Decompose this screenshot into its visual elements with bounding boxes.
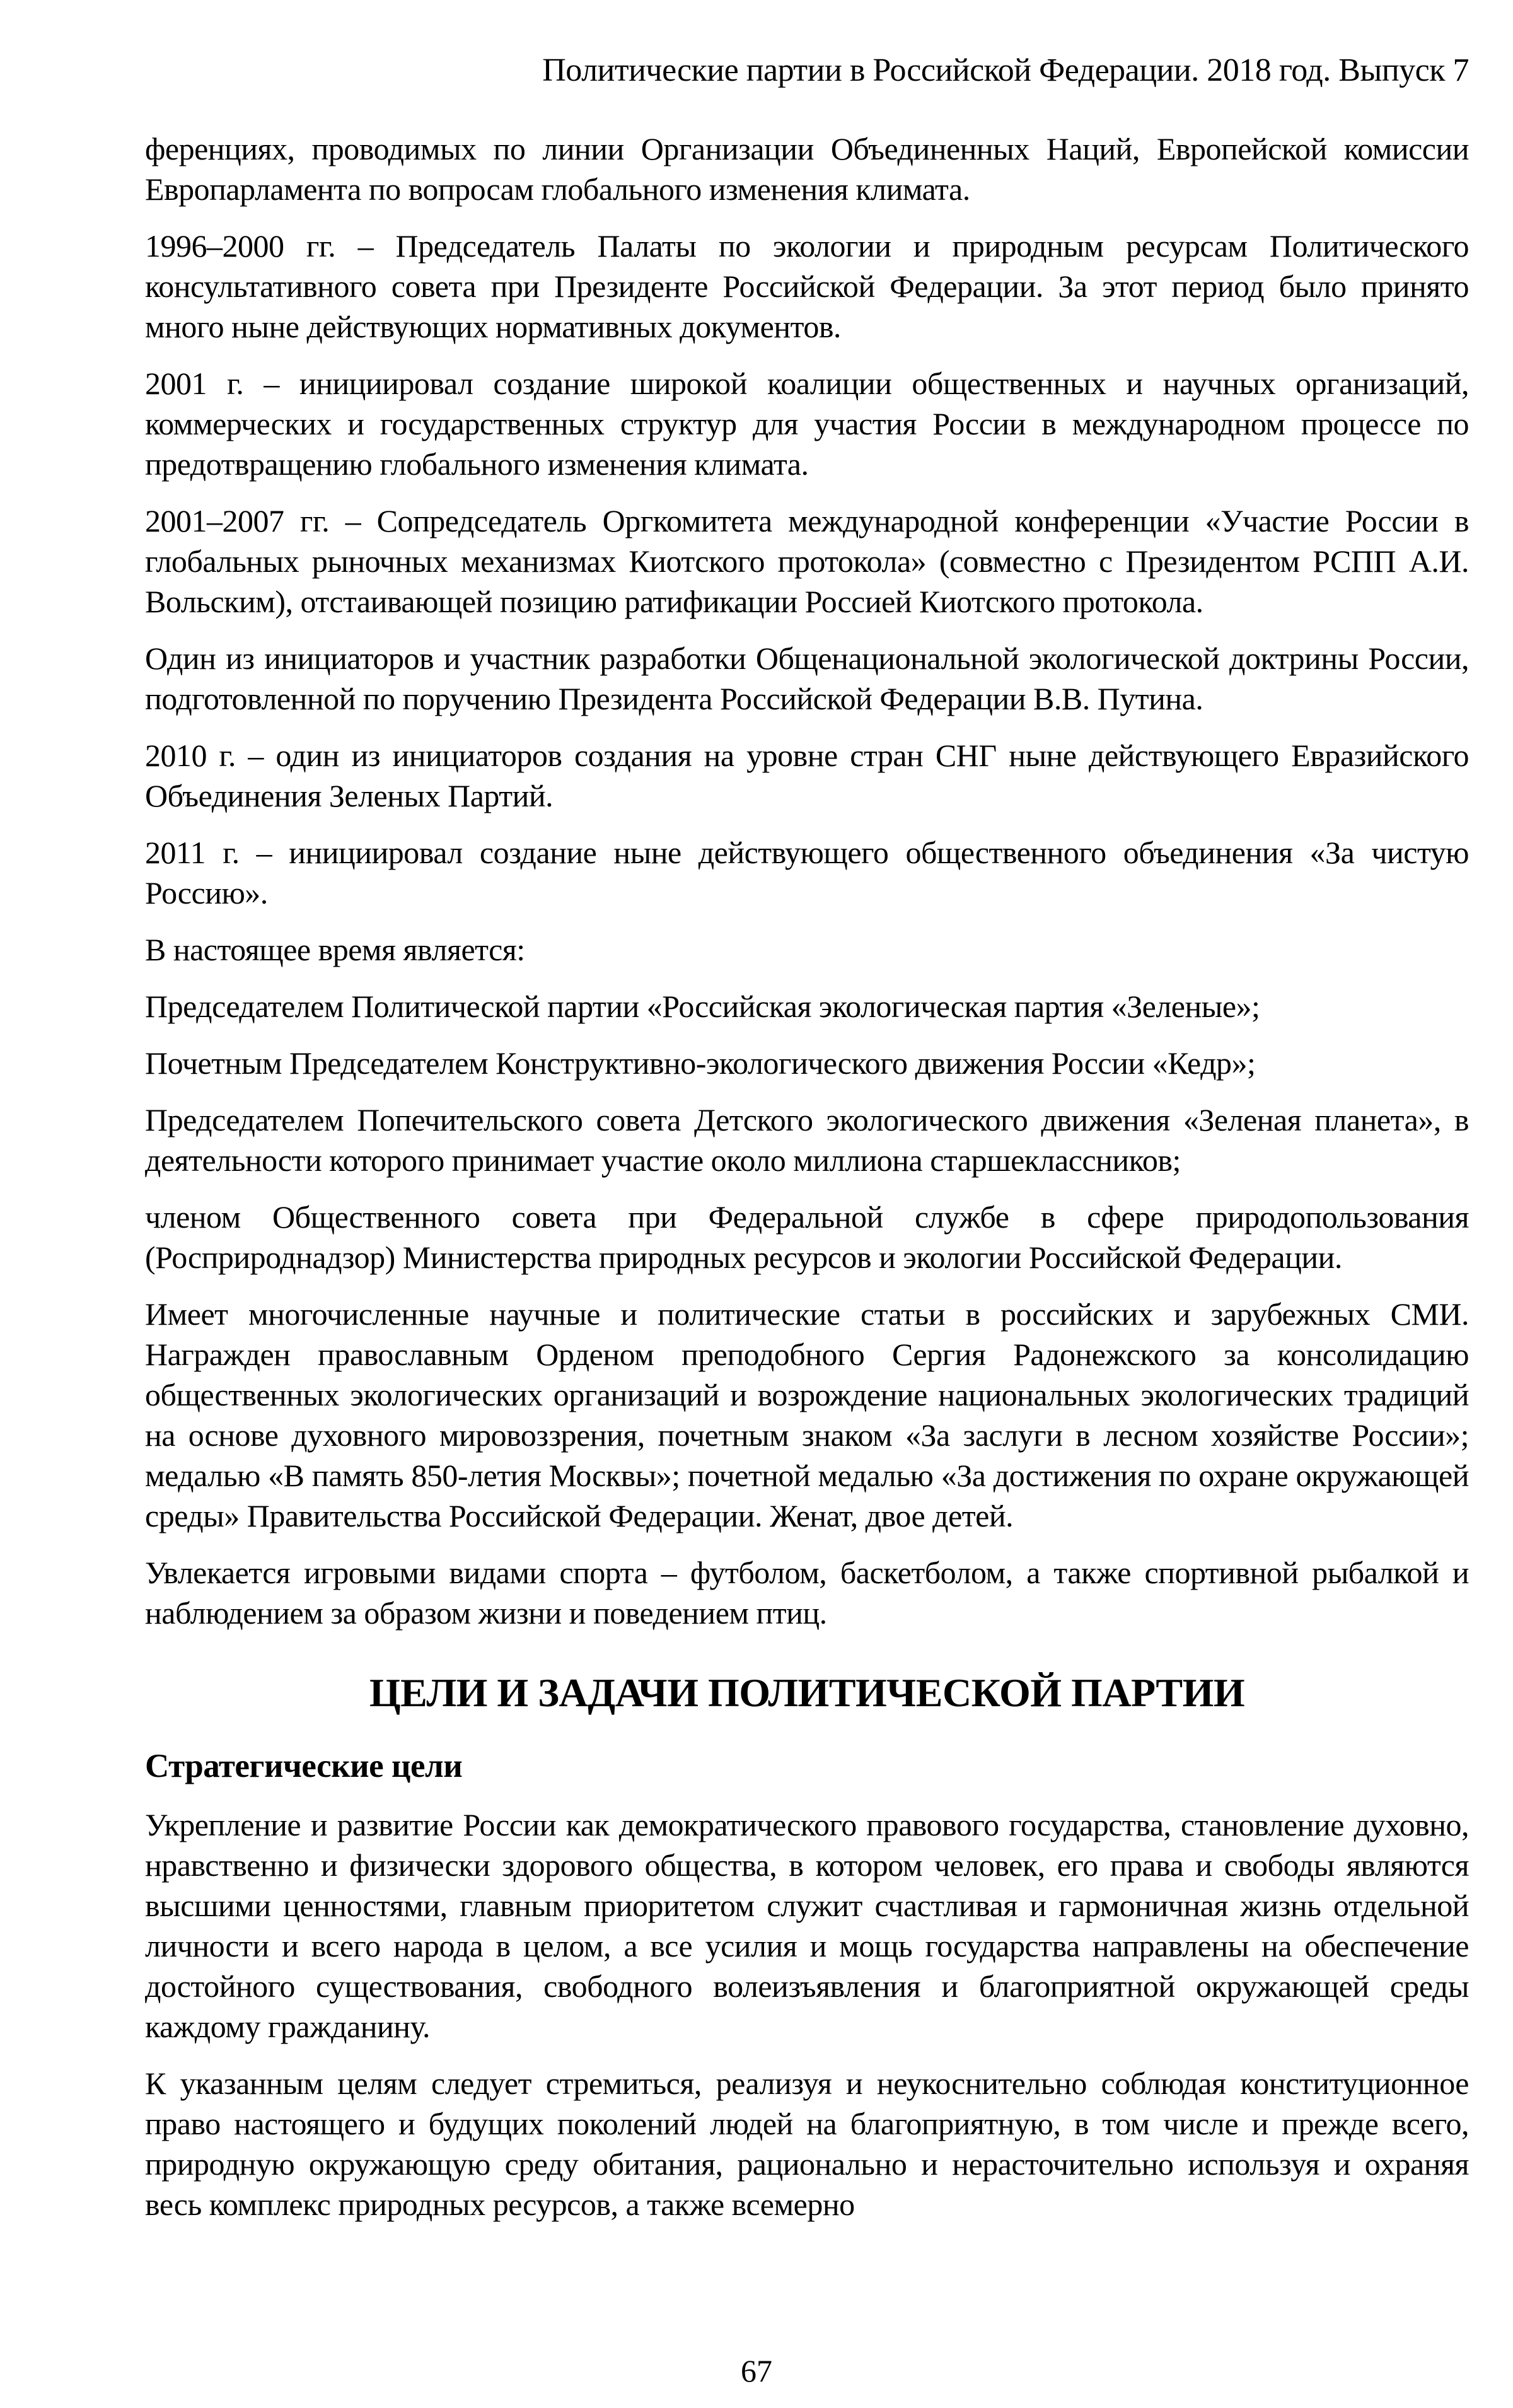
body-paragraph: 2010 г. – один из инициаторов создания на уровне стран СНГ ныне действующего Евразийского Объединения Зеленых Партий. xyxy=(145,738,1469,813)
body-paragraph: 1996–2000 гг. – Председатель Палаты по экологии и природным ресурсам Политического консультативного совета при Президенте Российской Федерации. За этот период было принято много ныне действующих нормативных документов. xyxy=(145,228,1469,344)
body-paragraph: Председателем Политической партии «Российская экологическая партия «Зеленые»; xyxy=(145,989,1260,1024)
biography-section xyxy=(145,129,1469,1633)
body-paragraph: 2001 г. – инициировал создание широкой коалиции общественных и научных организаций, коммерческих и государственных структур для участия России в международном процессе по предотвращению глобального изменения климата. xyxy=(145,366,1469,482)
body-paragraph: Почетным Председателем Конструктивно-экологического движения России «Кедр»; xyxy=(145,1045,1256,1081)
body-paragraph: Председателем Попечительского совета Детского экологического движения «Зеленая планета», в деятельности которого принимает участие около миллиона старшеклассников; xyxy=(145,1102,1469,1178)
body-paragraph: Укрепление и развитие России как демократического правового государства, становление духовно, нравственно и физически здорового общества, в котором человек, его права и свободы являются высшими ценностями, главным приоритетом служит счастливая и гармоничная жизнь отдельной личности и всего народа в целом, а все усилия и мощь государства направлены на обеспечение достойного существования, свободного волеизъявления и благоприятной окружающей среды каждому гражданину. xyxy=(145,1807,1469,2044)
subsection-heading: Стратегические цели xyxy=(145,1748,463,1784)
page-header: Политические партии в Российской Федерации. 2018 год. Выпуск 7 xyxy=(542,52,1469,88)
body-paragraph: Один из инициаторов и участник разработки Общенациональной экологической доктрины России, подготовленной по поручению Президента Российской Федерации В.В. Путина. xyxy=(145,641,1469,716)
page-number: 67 xyxy=(741,2353,772,2388)
body-paragraph: Имеет многочисленные научные и политические статьи в российских и зарубежных СМИ. Награжден православным Орденом преподобного Сергия Радонежского за консолидацию общественных экологических организаций и возрождение национальных экологических традиций на основе духовного мировоззрения, почетным знаком «За заслуги в лесном хозяйстве России»; медалью «В память 850-летия Москвы»; почетной медалью «За достижения по охране окружающей среды» Правительства Российской Федерации. Женат, двое детей. xyxy=(145,1296,1469,1533)
body-paragraph: 2001–2007 гг. – Сопредседатель Оргкомитета международной конференции «Участие России в глобальных рыночных механизмах Киотского протокола» (совместно с Президентом РСПП А.И. Вольским), отстаивающей позицию ратификации Россией Киотского протокола. xyxy=(145,503,1469,619)
body-paragraph: ференциях, проводимых по линии Организации Объединенных Наций, Европейской комиссии Европарламента по вопросам глобального изменения климата. xyxy=(145,131,1469,207)
body-paragraph: Увлекается игровыми видами спорта – футболом, баскетболом, а также спортивной рыбалкой и наблюдением за образом жизни и поведением птиц. xyxy=(145,1555,1469,1631)
body-paragraph: 2011 г. – инициировал создание ныне действующего общественного объединения «За чистую Россию». xyxy=(145,835,1469,910)
body-paragraph: В настоящее время является: xyxy=(145,932,525,967)
body-paragraph: К указанным целям следует стремиться, реализуя и неукоснительно соблюдая конституционное право настоящего и будущих поколений людей на благоприятную, в том числе и прежде всего, природную окружающую среду обитания, рационально и нерасточительно используя и охраняя весь комплекс природных ресурсов, а также всемерно xyxy=(145,2066,1469,2222)
section-body xyxy=(145,1805,1469,2225)
section-heading: ЦЕЛИ И ЗАДАЧИ ПОЛИТИЧЕСКОЙ ПАРТИИ xyxy=(369,1670,1245,1715)
body-paragraph: членом Общественного совета при Федеральной службе в сфере природопользования (Росприроднадзор) Министерства природных ресурсов и экологии Российской Федерации. xyxy=(145,1199,1469,1275)
